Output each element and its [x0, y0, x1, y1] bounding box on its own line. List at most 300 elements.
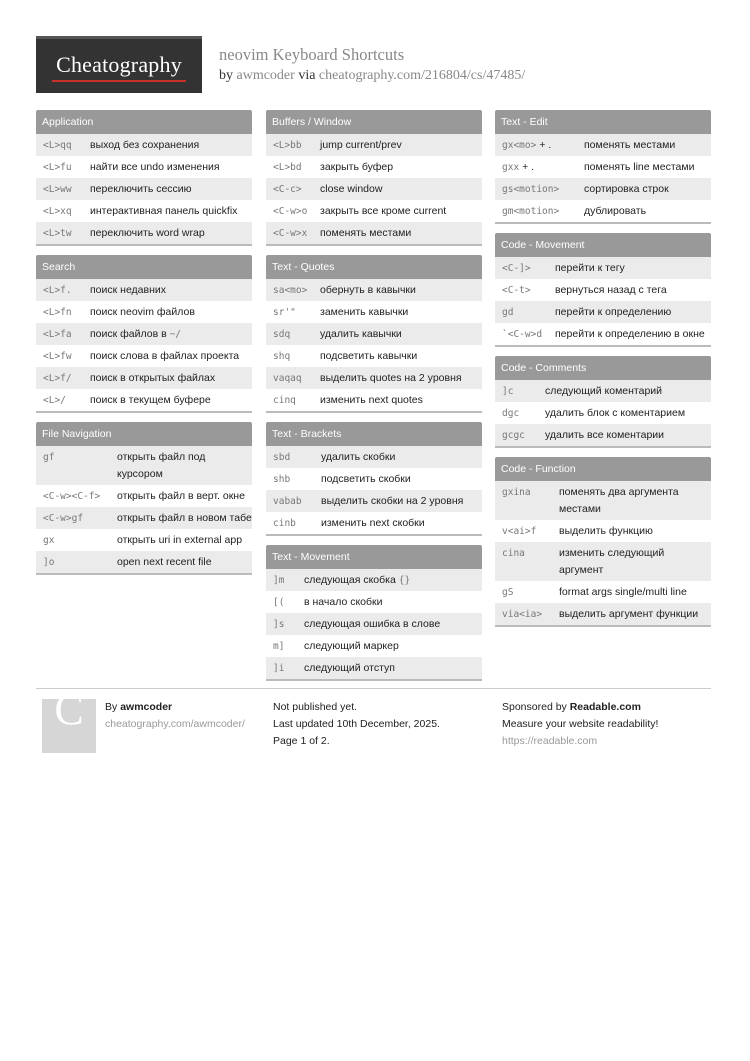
shortcut-row [266, 490, 482, 512]
shortcut-key-text: <L>fu [43, 161, 72, 173]
shortcut-key-text: dgc [502, 407, 520, 419]
section-title: Text - Brackets [266, 422, 482, 446]
shortcut-row [495, 581, 711, 603]
shortcut-description-text: перейти к тегу [555, 261, 625, 274]
shortcut-description-text: в начало скобки [304, 595, 383, 608]
shortcut-row [495, 380, 711, 402]
shortcut-description [320, 348, 482, 365]
section-title: File Navigation [36, 422, 252, 446]
shortcut-key-text: gd [502, 306, 514, 318]
shortcut-row [266, 134, 482, 156]
section-text-edit [495, 110, 711, 224]
shortcut-key-text: <C-w>gf [43, 512, 84, 524]
shortcut-key-text: <L>fa [43, 328, 72, 340]
shortcut-key-text: sbd [273, 451, 291, 463]
shortcut-row [266, 222, 482, 244]
shortcut-row [495, 279, 711, 301]
shortcut-description [320, 225, 482, 242]
shortcut-key [502, 584, 559, 601]
shortcut-key-text: cinb [273, 517, 296, 529]
shortcut-description [320, 181, 482, 198]
shortcut-row [36, 301, 252, 323]
section-buffers-window [266, 110, 482, 246]
shortcut-key [273, 572, 304, 589]
shortcut-description-text: переключить сессию [90, 182, 192, 195]
shortcut-key [273, 304, 320, 321]
section-title: Application [36, 110, 252, 134]
shortcut-description [90, 159, 252, 176]
shortcut-description [321, 493, 482, 510]
shortcut-key-text: <L>f/ [43, 372, 72, 384]
shortcut-description [90, 370, 252, 387]
shortcut-description-text: удалить блок с коментарием [545, 406, 686, 419]
shortcut-description-text: open next recent file [117, 555, 212, 568]
shortcut-key [43, 225, 90, 242]
shortcut-key [273, 471, 321, 488]
shortcut-description-text: поиск в открытых файлах [90, 371, 216, 384]
shortcut-row [266, 569, 482, 591]
shortcut-row [36, 389, 252, 411]
shortcut-row [266, 345, 482, 367]
shortcut-key-suffix: + . [519, 160, 535, 173]
shortcut-key [273, 348, 320, 365]
shortcut-key-text: via<ia> [502, 608, 543, 620]
shortcut-description-text: поиск в текущем буфере [90, 393, 211, 406]
shortcut-description [117, 449, 252, 483]
shortcut-key [43, 370, 90, 387]
shortcut-row [266, 657, 482, 679]
logo-underline [52, 80, 186, 82]
shortcut-description-text: следующий маркер [304, 639, 399, 652]
avatar[interactable] [42, 685, 96, 753]
shortcut-description [304, 572, 482, 589]
byline [219, 68, 525, 84]
shortcut-key [273, 392, 320, 409]
shortcut-description-text: jump current/prev [320, 138, 402, 151]
shortcut-key [273, 137, 320, 154]
shortcut-description-text: перейти к определению [555, 305, 672, 318]
shortcut-row [36, 222, 252, 244]
shortcut-description [555, 304, 711, 321]
footer-meta [273, 699, 483, 750]
shortcut-description-text: поиск файлов в [90, 327, 167, 340]
shortcut-key [43, 159, 90, 176]
shortcut-row [36, 345, 252, 367]
shortcut-row [266, 512, 482, 534]
shortcut-key-text: <L>f. [43, 284, 72, 296]
shortcut-key [273, 181, 320, 198]
shortcut-description-text: следующая скобка [304, 573, 396, 586]
footer-by: By [105, 701, 118, 713]
footer-author-name[interactable]: awmcoder [120, 701, 173, 713]
logo-text: Cheatography [56, 52, 182, 77]
shortcut-row [36, 507, 252, 529]
shortcut-description-text: изменить next quotes [320, 393, 423, 406]
shortcut-description [584, 159, 711, 176]
shortcut-description [90, 181, 252, 198]
section-title: Code - Comments [495, 356, 711, 380]
sponsored-by-label: Sponsored by [502, 701, 567, 713]
shortcut-description [90, 282, 252, 299]
shortcut-row [266, 367, 482, 389]
shortcut-key [502, 484, 559, 518]
shortcut-description [321, 515, 482, 532]
shortcut-description-text: вернуться назад с тега [555, 283, 667, 296]
shortcut-description-text: close window [320, 182, 383, 195]
shortcut-description-text: поиск neovim файлов [90, 305, 195, 318]
shortcut-description [555, 260, 711, 277]
shortcut-description-text: переключить word wrap [90, 226, 205, 239]
section-title: Text - Movement [266, 545, 482, 569]
shortcut-key-text: cinq [273, 394, 296, 406]
shortcut-row [36, 367, 252, 389]
shortcut-key-text: ]o [43, 556, 55, 568]
section-text-movement [266, 545, 482, 681]
shortcut-key [502, 282, 555, 299]
shortcut-description-text: выход без сохранения [90, 138, 200, 151]
title-block [219, 45, 525, 84]
shortcut-description [321, 449, 482, 466]
shortcut-description [90, 304, 252, 321]
shortcut-description [559, 545, 711, 579]
shortcut-row [36, 551, 252, 573]
inline-code: {} [398, 574, 411, 586]
shortcut-key-text: ]m [273, 574, 285, 586]
shortcut-description [545, 405, 711, 422]
shortcut-description-text: удалить кавычки [320, 327, 402, 340]
sponsor-tagline: Measure your website readability! [502, 718, 659, 730]
page-number: Page 1 of 2. [273, 735, 330, 747]
shortcut-description-text: следующая ошибка в слове [304, 617, 441, 630]
shortcut-key-text: cina [502, 547, 525, 559]
shortcut-key [273, 326, 320, 343]
shortcut-row [495, 323, 711, 345]
section-text-quotes [266, 255, 482, 413]
column-3 [495, 110, 711, 636]
shortcut-key [273, 515, 321, 532]
shortcut-description-text: открыть файл в верт. окне [117, 489, 245, 502]
shortcut-description [304, 638, 482, 655]
shortcut-key [43, 510, 117, 527]
shortcut-row [495, 520, 711, 542]
shortcut-row [266, 323, 482, 345]
shortcut-key-text: gxx [502, 161, 520, 173]
shortcut-key [502, 545, 559, 579]
shortcut-description [320, 326, 482, 343]
shortcut-description-text: выделить скобки на 2 уровня [321, 494, 464, 507]
section-search [36, 255, 252, 413]
author-link[interactable]: awmcoder [236, 68, 295, 83]
shortcut-description-text: format args single/multi line [559, 585, 687, 598]
shortcut-description [320, 282, 482, 299]
shortcut-description [304, 594, 482, 611]
section-title: Text - Quotes [266, 255, 482, 279]
shortcut-row [495, 301, 711, 323]
shortcut-key [43, 449, 117, 483]
page-footer [36, 685, 711, 747]
shortcut-key-text: ]c [502, 385, 514, 397]
shortcut-description [584, 137, 711, 154]
shortcut-row [495, 257, 711, 279]
shortcut-row [266, 389, 482, 411]
shortcut-row [266, 156, 482, 178]
shortcut-key [273, 638, 304, 655]
shortcut-key [502, 326, 555, 343]
section-code-movement [495, 233, 711, 347]
shortcut-key-text: vaqaq [273, 372, 302, 384]
shortcut-row [266, 635, 482, 657]
shortcut-key [273, 449, 321, 466]
shortcut-description-text: выделить quotes на 2 уровня [320, 371, 462, 384]
section-title: Text - Edit [495, 110, 711, 134]
shortcut-description-text: изменить следующий аргумент [559, 546, 665, 576]
shortcut-row [266, 446, 482, 468]
byline-by: by [219, 68, 233, 83]
section-title: Code - Function [495, 457, 711, 481]
shortcut-description-text: следующий отступ [304, 661, 395, 674]
shortcut-key-text: `<C-w>d [502, 328, 543, 340]
shortcut-row [266, 279, 482, 301]
shortcut-key [43, 348, 90, 365]
shortcut-row [36, 279, 252, 301]
shortcut-key-text: gm<motion> [502, 205, 560, 217]
shortcut-description-text: обернуть в кавычки [320, 283, 416, 296]
shortcut-key [43, 392, 90, 409]
shortcut-key-text: <L>ww [43, 183, 72, 195]
shortcut-description-text: поиск недавних [90, 283, 167, 296]
section-file-navigation [36, 422, 252, 575]
shortcut-key [502, 405, 545, 422]
shortcut-description-text: поменять line местами [584, 160, 695, 173]
shortcut-key [502, 383, 545, 400]
shortcut-key-text: sa<mo> [273, 284, 308, 296]
shortcut-key [502, 159, 584, 176]
shortcut-key [273, 660, 304, 677]
shortcut-description-text: выделить функцию [559, 524, 653, 537]
shortcut-description [559, 523, 711, 540]
shortcut-key [502, 606, 559, 623]
shortcut-key-text: <L>fn [43, 306, 72, 318]
shortcut-row [266, 613, 482, 635]
shortcut-key-text: <L>xq [43, 205, 72, 217]
footer-author-url[interactable]: cheatography.com/awmcoder/ [105, 718, 245, 730]
shortcut-description [117, 554, 252, 571]
shortcut-key [43, 554, 117, 571]
shortcut-key [273, 493, 321, 510]
shortcut-row [266, 178, 482, 200]
cheatography-logo[interactable] [36, 36, 202, 93]
shortcut-description [117, 510, 252, 527]
shortcut-key-text: <C-w><C-f> [43, 490, 101, 502]
shortcut-row [266, 301, 482, 323]
shortcut-description [90, 348, 252, 365]
shortcut-row [266, 200, 482, 222]
shortcut-description-text: заменить кавычки [320, 305, 409, 318]
shortcut-key [273, 225, 320, 242]
shortcut-key-text: ]s [273, 618, 285, 630]
shortcut-list [36, 446, 252, 573]
sponsor-url[interactable]: https://readable.com [502, 735, 598, 747]
shortcut-description [559, 484, 711, 518]
shortcut-description [584, 203, 711, 220]
section-title: Buffers / Window [266, 110, 482, 134]
shortcut-description-text: удалить все коментарии [545, 428, 665, 441]
shortcut-description [320, 392, 482, 409]
shortcut-list [495, 481, 711, 625]
shortcut-description-text: поиск слова в файлах проекта [90, 349, 240, 362]
shortcut-description-text: дублировать [584, 204, 647, 217]
shortcut-row [36, 200, 252, 222]
shortcut-key-text: shb [273, 473, 291, 485]
shortcut-description-text: сортировка строк [584, 182, 669, 195]
shortcut-description-text: подсветить кавычки [320, 349, 418, 362]
shortcut-key-text: gf [43, 451, 55, 463]
column-1 [36, 110, 252, 584]
sponsor-name[interactable]: Readable.com [569, 701, 641, 713]
shortcut-row [495, 156, 711, 178]
shortcut-row [36, 529, 252, 551]
shortcut-key [43, 203, 90, 220]
shortcut-row [266, 591, 482, 613]
inline-code: ~/ [169, 328, 182, 340]
shortcut-key [273, 159, 320, 176]
shortcut-row [495, 424, 711, 446]
section-code-function [495, 457, 711, 627]
shortcut-description-text: закрыть все кроме current [320, 204, 447, 217]
shortcut-key-text: sdq [273, 328, 291, 340]
shortcut-key [43, 304, 90, 321]
shortcut-description [304, 616, 482, 633]
shortcut-description-text: открыть uri in external app [117, 533, 243, 546]
column-2 [266, 110, 482, 690]
shortcut-row [495, 603, 711, 625]
shortcut-description-text: поменять местами [584, 138, 676, 151]
shortcut-list [495, 134, 711, 222]
shortcut-row [36, 134, 252, 156]
shortcut-description [559, 584, 711, 601]
shortcut-key [502, 304, 555, 321]
section-application [36, 110, 252, 246]
byline-via: via [298, 68, 316, 83]
shortcut-description [545, 427, 711, 444]
shortcut-key [273, 370, 320, 387]
shortcut-key [502, 203, 584, 220]
shortcut-description-text: перейти к определению в окне [555, 327, 705, 340]
shortcut-description [559, 606, 711, 623]
shortcut-description-text: изменить next скобки [321, 516, 425, 529]
section-title: Code - Movement [495, 233, 711, 257]
shortcut-description-text: поменять два аргумента местами [559, 485, 679, 515]
shortcut-description-text: закрыть буфер [320, 160, 394, 173]
shortcut-key-suffix: + . [536, 138, 552, 151]
shortcut-key-text: <C-t> [502, 284, 531, 296]
shortcut-key-text: <L>bb [273, 139, 302, 151]
shortcut-row [495, 542, 711, 581]
shortcut-row [36, 323, 252, 345]
shortcut-description [545, 383, 711, 400]
shortcut-list [495, 380, 711, 446]
shortcut-description [90, 392, 252, 409]
shortcut-row [36, 485, 252, 507]
shortcut-description [320, 159, 482, 176]
shortcut-description-text: открыть файл в новом табе [117, 511, 252, 524]
shortcut-description [320, 203, 482, 220]
section-code-comments [495, 356, 711, 448]
shortcut-description-text: найти все undo изменения [90, 160, 220, 173]
shortcut-key-text: ]i [273, 662, 285, 674]
shortcut-description [304, 660, 482, 677]
shortcut-description-text: открыть файл под курсором [117, 450, 206, 480]
shortcut-key [502, 427, 545, 444]
shortcut-key-text: sr'" [273, 306, 296, 318]
shortcut-description [117, 532, 252, 549]
shortcut-key [43, 488, 117, 505]
shortcut-key [502, 523, 559, 540]
shortcut-key [502, 260, 555, 277]
shortcut-key-text: [( [273, 596, 285, 608]
shortcut-key-text: gx<mo> [502, 139, 537, 151]
shortcut-key-text: gxina [502, 486, 531, 498]
shortcut-list [36, 279, 252, 411]
section-text-brackets [266, 422, 482, 536]
shortcut-description [320, 137, 482, 154]
shortcut-key [273, 594, 304, 611]
shortcut-row [495, 178, 711, 200]
shortcut-key [273, 616, 304, 633]
shortcut-key-text: <L>fw [43, 350, 72, 362]
shortcut-row [36, 446, 252, 485]
shortcut-description-text: удалить скобки [321, 450, 396, 463]
shortcut-row [495, 134, 711, 156]
page-header [36, 36, 716, 94]
shortcut-description [584, 181, 711, 198]
shortcut-key-text: <C-c> [273, 183, 302, 195]
shortcut-description [90, 203, 252, 220]
shortcut-description [90, 137, 252, 154]
shortcut-description-text: интерактивная панель quickfix [90, 204, 238, 217]
section-title: Search [36, 255, 252, 279]
shortcut-key [273, 282, 320, 299]
shortcut-key-text: vabab [273, 495, 302, 507]
shortcut-row [495, 200, 711, 222]
publish-status: Not published yet. [273, 701, 358, 713]
shortcut-key-text: m] [273, 640, 285, 652]
shortcut-key [43, 181, 90, 198]
shortcut-key-text: gx [43, 534, 55, 546]
shortcut-key-text: v<ai>f [502, 525, 537, 537]
shortcut-list [266, 569, 482, 679]
shortcut-description [117, 488, 252, 505]
shortcut-description [90, 225, 252, 242]
shortcut-description [90, 326, 252, 343]
shortcut-description [555, 326, 711, 343]
shortcut-key-text: gcgc [502, 429, 525, 441]
shortcut-description-text: подсветить скобки [321, 472, 411, 485]
shortcut-row [36, 178, 252, 200]
shortcut-description-text: выделить аргумент функции [559, 607, 699, 620]
sheet-url-link[interactable]: cheatography.com/216804/cs/47485/ [318, 68, 526, 83]
shortcut-row [495, 402, 711, 424]
shortcut-key [43, 137, 90, 154]
shortcut-key-text: <C-w>x [273, 227, 308, 239]
shortcut-key-text: gS [502, 586, 514, 598]
shortcut-description [320, 304, 482, 321]
shortcut-description [555, 282, 711, 299]
footer-sponsor [502, 699, 712, 750]
shortcut-key [43, 532, 117, 549]
shortcut-description-text: поменять местами [320, 226, 412, 239]
shortcut-list [36, 134, 252, 244]
